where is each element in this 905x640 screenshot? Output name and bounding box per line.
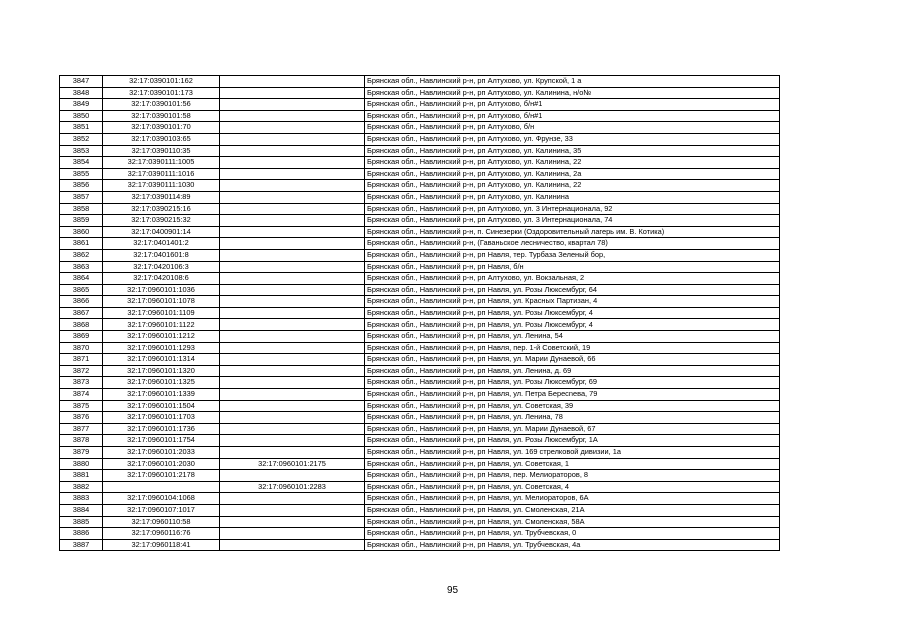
table-row — [60, 168, 780, 180]
cadastral-number-cell: 32:17:0960101:1212 — [103, 331, 220, 343]
cadastral-number-cell: 32:17:0960101:1293 — [103, 342, 220, 354]
row-number-cell: 3849 — [60, 99, 103, 111]
row-number-cell: 3847 — [60, 76, 103, 88]
table-row — [60, 342, 780, 354]
address-cell: Брянская обл., Навлинский р-н, рп Алтухово, ул. Калинина, 22 — [365, 180, 780, 192]
previous-number-cell — [220, 87, 365, 99]
cadastral-number-cell: 32:17:0390110:35 — [103, 145, 220, 157]
table-row — [60, 319, 780, 331]
previous-number-cell — [220, 539, 365, 551]
table-row — [60, 157, 780, 169]
address-cell: Брянская обл., Навлинский р-н, рп Навля, ул. Ленина, д. 69 — [365, 365, 780, 377]
cadastral-number-cell: 32:17:0960101:1314 — [103, 354, 220, 366]
table-row — [60, 412, 780, 424]
cadastral-number-cell: 32:17:0390114:89 — [103, 191, 220, 203]
address-cell: Брянская обл., Навлинский р-н, рп Навля, ул. Розы Люксембург, 4 — [365, 307, 780, 319]
cadastral-number-cell: 32:17:0390101:173 — [103, 87, 220, 99]
row-number-cell: 3867 — [60, 307, 103, 319]
address-cell: Брянская обл., Навлинский р-н, рп Навля, ул. 169 стрелковой дивизии, 1а — [365, 447, 780, 459]
cadastral-number-cell: 32:17:0960104:1068 — [103, 493, 220, 505]
table-row — [60, 470, 780, 482]
table-row — [60, 191, 780, 203]
address-cell: Брянская обл., Навлинский р-н, рп Навля, ул. Ленина, 78 — [365, 412, 780, 424]
address-cell: Брянская обл., Навлинский р-н, рп Алтухово, ул. Фрунзе, 33 — [365, 133, 780, 145]
previous-number-cell — [220, 110, 365, 122]
table-row — [60, 226, 780, 238]
cadastral-number-cell: 32:17:0960110:58 — [103, 516, 220, 528]
previous-number-cell — [220, 191, 365, 203]
row-number-cell: 3857 — [60, 191, 103, 203]
row-number-cell: 3859 — [60, 215, 103, 227]
previous-number-cell: 32:17:0960101:2283 — [220, 481, 365, 493]
table-row — [60, 180, 780, 192]
page-number: 95 — [446, 585, 459, 596]
address-cell: Брянская обл., Навлинский р-н, рп Навля, ул. Петра Бересnева, 79 — [365, 389, 780, 401]
address-cell: Брянская обл., Навлинский р-н, рп Алтухово, ул. Калинина, 35 — [365, 145, 780, 157]
table-row — [60, 447, 780, 459]
table-row — [60, 249, 780, 261]
previous-number-cell — [220, 493, 365, 505]
row-number-cell: 3876 — [60, 412, 103, 424]
cadastral-number-cell — [103, 481, 220, 493]
row-number-cell: 3884 — [60, 504, 103, 516]
cadastral-number-cell: 32:17:0960101:2033 — [103, 447, 220, 459]
cadastral-number-cell: 32:17:0390215:32 — [103, 215, 220, 227]
table-row — [60, 504, 780, 516]
previous-number-cell — [220, 273, 365, 285]
previous-number-cell — [220, 504, 365, 516]
table-row — [60, 458, 780, 470]
table-row — [60, 261, 780, 273]
table-row — [60, 331, 780, 343]
row-number-cell: 3875 — [60, 400, 103, 412]
cadastral-number-cell: 32:17:0960101:1703 — [103, 412, 220, 424]
table-row — [60, 423, 780, 435]
previous-number-cell — [220, 99, 365, 111]
row-number-cell: 3874 — [60, 389, 103, 401]
cadastral-number-cell: 32:17:0960101:1754 — [103, 435, 220, 447]
table-row — [60, 354, 780, 366]
cadastral-number-cell: 32:17:0390101:70 — [103, 122, 220, 134]
address-cell: Брянская обл., Навлинский р-н, рп Навля, тер. Турбаза Зеленый бор, — [365, 249, 780, 261]
table-row — [60, 110, 780, 122]
address-cell: Брянская обл., Навлинский р-н, рп Навля, ул. Розы Люксембург, 64 — [365, 284, 780, 296]
address-cell: Брянская обл., Навлинский р-н, рп Навля, ул. Красных Партизан, 4 — [365, 296, 780, 308]
previous-number-cell — [220, 226, 365, 238]
row-number-cell: 3848 — [60, 87, 103, 99]
previous-number-cell — [220, 215, 365, 227]
previous-number-cell — [220, 157, 365, 169]
row-number-cell: 3865 — [60, 284, 103, 296]
cadastral-number-cell: 32:17:0401401:2 — [103, 238, 220, 250]
table-row — [60, 99, 780, 111]
row-number-cell: 3869 — [60, 331, 103, 343]
previous-number-cell — [220, 342, 365, 354]
previous-number-cell — [220, 122, 365, 134]
cadastral-number-cell: 32:17:0960107:1017 — [103, 504, 220, 516]
address-cell: Брянская обл., Навлинский р-н, рп Навля, б/н — [365, 261, 780, 273]
table-row — [60, 528, 780, 540]
row-number-cell: 3877 — [60, 423, 103, 435]
table-row — [60, 377, 780, 389]
table-row — [60, 273, 780, 285]
previous-number-cell — [220, 203, 365, 215]
previous-number-cell — [220, 319, 365, 331]
table-row — [60, 203, 780, 215]
address-cell: Брянская обл., Навлинский р-н, рп Навля, пер. Мелиораторов, 8 — [365, 470, 780, 482]
address-cell: Брянская обл., Навлинский р-н, (Гаваньское лесничество, квартал 78) — [365, 238, 780, 250]
address-cell: Брянская обл., Навлинский р-н, рп Алтухово, б/н#1 — [365, 110, 780, 122]
address-cell: Брянская обл., Навлинский р-н, рп Алтухово, ул. 3 Интернационала, 92 — [365, 203, 780, 215]
previous-number-cell — [220, 261, 365, 273]
cadastral-number-cell: 32:17:0960101:1325 — [103, 377, 220, 389]
table-row — [60, 238, 780, 250]
row-number-cell: 3883 — [60, 493, 103, 505]
row-number-cell: 3866 — [60, 296, 103, 308]
cadastral-number-cell: 32:17:0401601:8 — [103, 249, 220, 261]
cadastral-number-cell: 32:17:0960101:1320 — [103, 365, 220, 377]
address-cell: Брянская обл., Навлинский р-н, рп Навля, ул. Советская, 1 — [365, 458, 780, 470]
table-row — [60, 133, 780, 145]
row-number-cell: 3885 — [60, 516, 103, 528]
cadastral-number-cell: 32:17:0960101:1036 — [103, 284, 220, 296]
row-number-cell: 3881 — [60, 470, 103, 482]
address-cell: Брянская обл., Навлинский р-н, рп Алтухово, б/н#1 — [365, 99, 780, 111]
address-cell: Брянская обл., Навлинский р-н, рп Навля, ул. Советская, 39 — [365, 400, 780, 412]
cadastral-number-cell: 32:17:0420106:3 — [103, 261, 220, 273]
table-row — [60, 493, 780, 505]
previous-number-cell — [220, 412, 365, 424]
address-cell: Брянская обл., Навлинский р-н, рп Навля, ул. Марии Дунаевой, 67 — [365, 423, 780, 435]
row-number-cell: 3858 — [60, 203, 103, 215]
row-number-cell: 3873 — [60, 377, 103, 389]
table-row — [60, 215, 780, 227]
table-row — [60, 516, 780, 528]
address-cell: Брянская обл., Навлинский р-н, рп Алтухово, ул. Калинина, 22 — [365, 157, 780, 169]
previous-number-cell — [220, 296, 365, 308]
address-cell: Брянская обл., Навлинский р-н, рп Навля, ул. Трубчевская, 4а — [365, 539, 780, 551]
row-number-cell: 3853 — [60, 145, 103, 157]
cadastral-number-cell: 32:17:0960101:2030 — [103, 458, 220, 470]
address-cell: Брянская обл., Навлинский р-н, рп Алтухово, ул. Калинина, 2а — [365, 168, 780, 180]
previous-number-cell — [220, 470, 365, 482]
cadastral-number-cell: 32:17:0960101:1078 — [103, 296, 220, 308]
cadastral-number-cell: 32:17:0960101:1109 — [103, 307, 220, 319]
cadastral-number-cell: 32:17:0390103:65 — [103, 133, 220, 145]
address-cell: Брянская обл., Навлинский р-н, рп Алтухово, ул. 3 Интернационала, 74 — [365, 215, 780, 227]
previous-number-cell: 32:17:0960101:2175 — [220, 458, 365, 470]
cadastral-number-cell: 32:17:0390111:1005 — [103, 157, 220, 169]
row-number-cell: 3870 — [60, 342, 103, 354]
cadastral-number-cell: 32:17:0960101:2178 — [103, 470, 220, 482]
table-row — [60, 389, 780, 401]
previous-number-cell — [220, 389, 365, 401]
previous-number-cell — [220, 377, 365, 389]
cadastral-number-cell: 32:17:0420108:6 — [103, 273, 220, 285]
previous-number-cell — [220, 365, 365, 377]
address-cell: Брянская обл., Навлинский р-н, рп Навля, ул. Смоленская, 58А — [365, 516, 780, 528]
row-number-cell: 3872 — [60, 365, 103, 377]
table-row — [60, 539, 780, 551]
table-row — [60, 481, 780, 493]
table-body — [60, 76, 780, 551]
row-number-cell: 3863 — [60, 261, 103, 273]
row-number-cell: 3887 — [60, 539, 103, 551]
previous-number-cell — [220, 400, 365, 412]
previous-number-cell — [220, 528, 365, 540]
previous-number-cell — [220, 180, 365, 192]
cadastral-number-cell: 32:17:0960101:1504 — [103, 400, 220, 412]
table-row — [60, 284, 780, 296]
address-cell: Брянская обл., Навлинский р-н, рп Навля, ул. Советская, 4 — [365, 481, 780, 493]
previous-number-cell — [220, 76, 365, 88]
row-number-cell: 3850 — [60, 110, 103, 122]
previous-number-cell — [220, 435, 365, 447]
address-cell: Брянская обл., Навлинский р-н, рп Навля, ул. Трубчевская, 0 — [365, 528, 780, 540]
row-number-cell: 3886 — [60, 528, 103, 540]
cadastral-number-cell: 32:17:0960101:1122 — [103, 319, 220, 331]
cadastral-number-cell: 32:17:0390101:58 — [103, 110, 220, 122]
previous-number-cell — [220, 423, 365, 435]
previous-number-cell — [220, 238, 365, 250]
row-number-cell: 3868 — [60, 319, 103, 331]
previous-number-cell — [220, 516, 365, 528]
cadastral-table — [59, 75, 780, 551]
table-row — [60, 122, 780, 134]
table-row — [60, 435, 780, 447]
row-number-cell: 3864 — [60, 273, 103, 285]
row-number-cell: 3880 — [60, 458, 103, 470]
cadastral-number-cell: 32:17:0390215:16 — [103, 203, 220, 215]
row-number-cell: 3856 — [60, 180, 103, 192]
previous-number-cell — [220, 307, 365, 319]
table-row — [60, 365, 780, 377]
cadastral-number-cell: 32:17:0960116:76 — [103, 528, 220, 540]
table-row — [60, 145, 780, 157]
previous-number-cell — [220, 331, 365, 343]
previous-number-cell — [220, 249, 365, 261]
row-number-cell: 3862 — [60, 249, 103, 261]
row-number-cell: 3861 — [60, 238, 103, 250]
address-cell: Брянская обл., Навлинский р-н, п. Синезерки (Оздоровительный лагерь им. В. Котика) — [365, 226, 780, 238]
previous-number-cell — [220, 447, 365, 459]
cadastral-number-cell: 32:17:0390101:162 — [103, 76, 220, 88]
row-number-cell: 3852 — [60, 133, 103, 145]
cadastral-number-cell: 32:17:0960118:41 — [103, 539, 220, 551]
cadastral-number-cell: 32:17:0400901:14 — [103, 226, 220, 238]
address-cell: Брянская обл., Навлинский р-н, рп Алтухово, ул. Калинина — [365, 191, 780, 203]
cadastral-number-cell: 32:17:0960101:1339 — [103, 389, 220, 401]
address-cell: Брянская обл., Навлинский р-н, рп Алтухово, ул. Крупской, 1 а — [365, 76, 780, 88]
row-number-cell: 3851 — [60, 122, 103, 134]
row-number-cell: 3854 — [60, 157, 103, 169]
cadastral-number-cell: 32:17:0390111:1016 — [103, 168, 220, 180]
previous-number-cell — [220, 168, 365, 180]
table-row — [60, 307, 780, 319]
table-row — [60, 400, 780, 412]
address-cell: Брянская обл., Навлинский р-н, рп Навля, пер. 1-й Советский, 19 — [365, 342, 780, 354]
address-cell: Брянская обл., Навлинский р-н, рп Алтухово, ул. Вокзальная, 2 — [365, 273, 780, 285]
address-cell: Брянская обл., Навлинский р-н, рп Навля, ул. Смоленская, 21А — [365, 504, 780, 516]
address-cell: Брянская обл., Навлинский р-н, рп Навля, ул. Марии Дунаевой, 66 — [365, 354, 780, 366]
previous-number-cell — [220, 284, 365, 296]
table-row — [60, 76, 780, 88]
cadastral-number-cell: 32:17:0390111:1030 — [103, 180, 220, 192]
address-cell: Брянская обл., Навлинский р-н, рп Навля, ул. Розы Люксембург, 69 — [365, 377, 780, 389]
previous-number-cell — [220, 145, 365, 157]
row-number-cell: 3879 — [60, 447, 103, 459]
table-row — [60, 296, 780, 308]
previous-number-cell — [220, 133, 365, 145]
cadastral-number-cell: 32:17:0390101:56 — [103, 99, 220, 111]
row-number-cell: 3871 — [60, 354, 103, 366]
previous-number-cell — [220, 354, 365, 366]
document-sheet — [59, 75, 775, 551]
address-cell: Брянская обл., Навлинский р-н, рп Навля, ул. Розы Люксембург, 4 — [365, 319, 780, 331]
address-cell: Брянская обл., Навлинский р-н, рп Алтухово, б/н — [365, 122, 780, 134]
row-number-cell: 3855 — [60, 168, 103, 180]
table-row — [60, 87, 780, 99]
row-number-cell: 3860 — [60, 226, 103, 238]
address-cell: Брянская обл., Навлинский р-н, рп Навля, ул. Розы Люксембург, 1А — [365, 435, 780, 447]
address-cell: Брянская обл., Навлинский р-н, рп Навля, ул. Мелиораторов, 6А — [365, 493, 780, 505]
row-number-cell: 3878 — [60, 435, 103, 447]
address-cell: Брянская обл., Навлинский р-н, рп Алтухово, ул. Калинина, н/о№ — [365, 87, 780, 99]
cadastral-number-cell: 32:17:0960101:1736 — [103, 423, 220, 435]
row-number-cell: 3882 — [60, 481, 103, 493]
address-cell: Брянская обл., Навлинский р-н, рп Навля, ул. Ленина, 54 — [365, 331, 780, 343]
